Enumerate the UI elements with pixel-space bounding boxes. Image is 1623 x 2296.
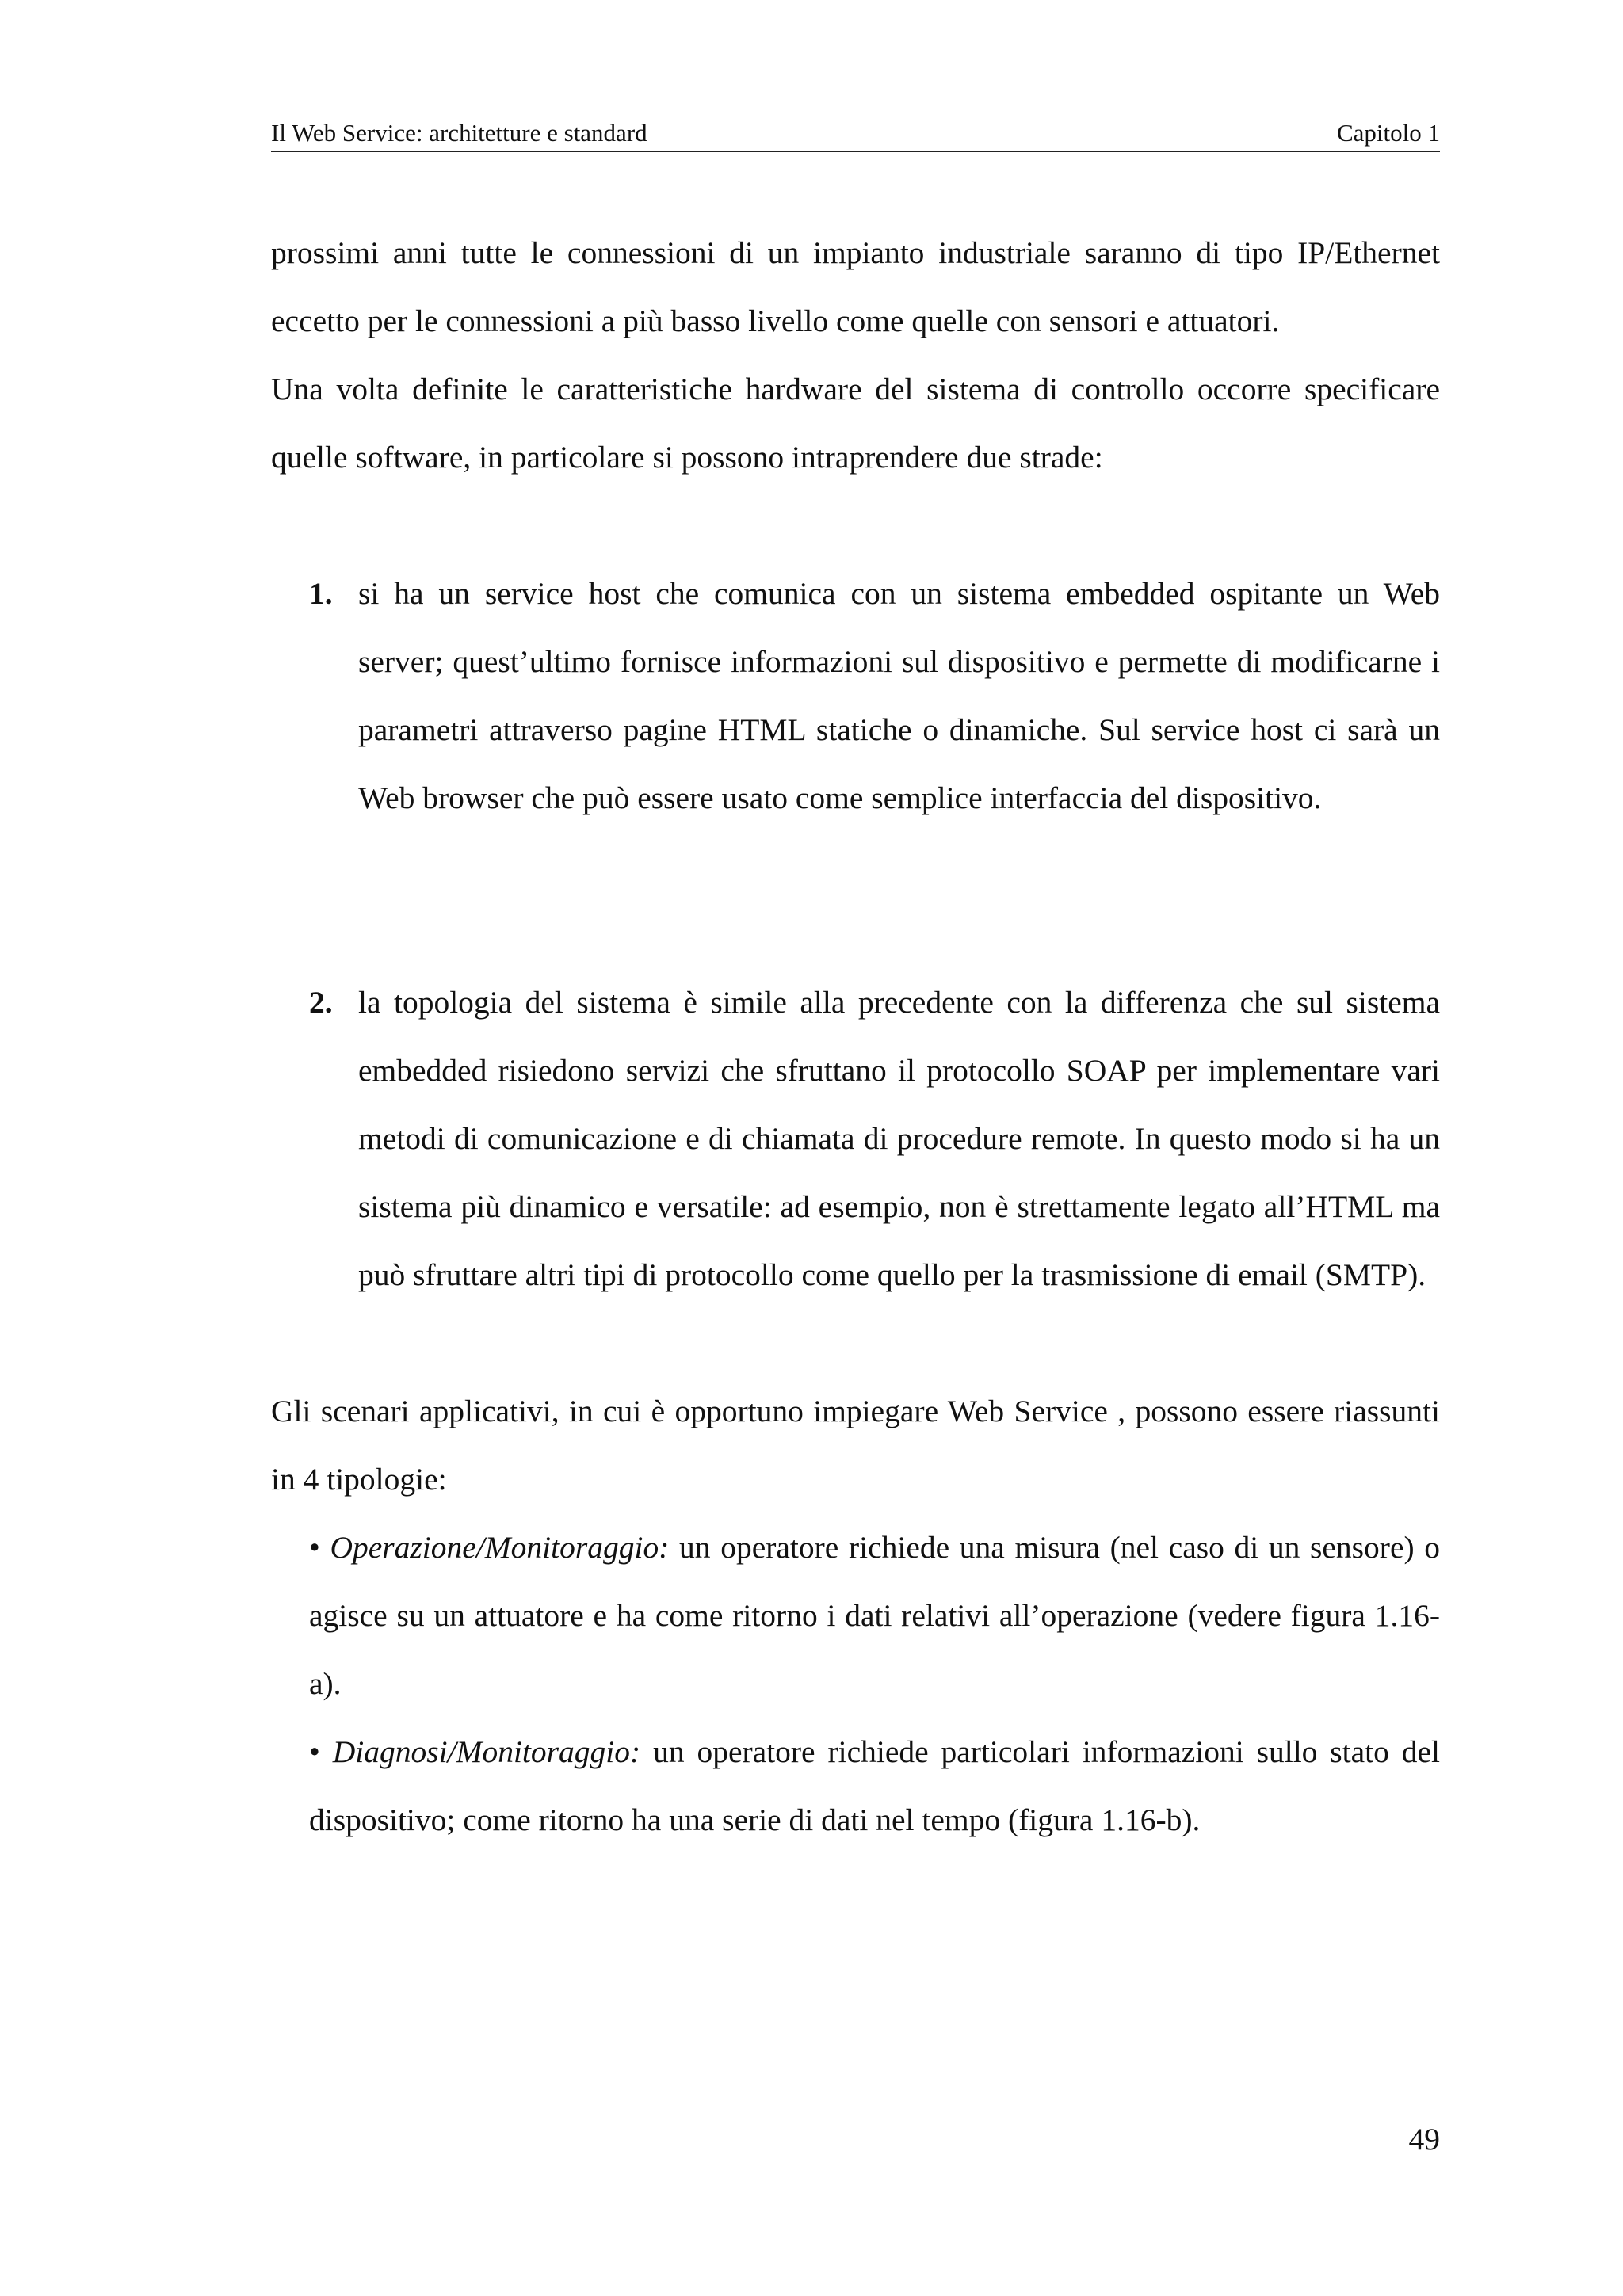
list-item-number: 1. <box>309 576 333 611</box>
bullet-term: Operazione/Monitoraggio: <box>330 1530 670 1565</box>
bullet-text: un operatore richiede una misura (nel caso di un sensore) o agisce su un attuatore e ha come ritorno i dati relativi all’operazione (vedere figura 1.16-a). <box>309 1530 1441 1701</box>
running-header <box>271 116 1440 152</box>
paragraph-scenarios: Gli scenari applicativi, in cui è opportuno impiegare Web Service , possono essere riassunti in 4 tipologie: <box>271 1394 1440 1497</box>
page-number: 49 <box>1408 2122 1440 2157</box>
bullet-marker: • <box>309 1530 320 1565</box>
bullet-term: Diagnosi/Monitoraggio: <box>332 1734 641 1769</box>
bullet-item <box>309 1718 1440 1854</box>
bullet-text: un operatore richiede particolari informazioni sullo stato del dispositivo; come ritorno ha una serie di dati nel tempo (figura 1.16-b). <box>309 1734 1441 1837</box>
bullet-marker: • <box>309 1734 320 1769</box>
paragraph-intro: prossimi anni tutte le connessioni di un impianto industriale saranno di tipo IP/Ethernet eccetto per le connessioni a più basso livello come quelle con sensori e attuatori. <box>271 235 1440 338</box>
list-item-text: la topologia del sistema è simile alla precedente con la differenza che sul sistema embedded risiedono servizi che sfruttano il protocollo SOAP per implementare vari metodi di comunicazione e di chiamata di procedure remote. In questo modo si ha un sistema più dinamico e versatile: ad esempio, non è strettamente legato all’HTML ma può sfruttare altri tipi di protocollo come quello per la trasmissione di email (SMTP). <box>358 985 1440 1292</box>
header-title: Il Web Service: architetture e standard <box>271 119 647 147</box>
list-item-text: si ha un service host che comunica con un sistema embedded ospitante un Web server; quest’ultimo fornisce informazioni sul dispositivo e permette di modificarne i parametri attraverso pagine HTML statiche o dinamiche. Sul service host ci sarà un Web browser che può essere usato come semplice interfaccia del dispositivo. <box>358 576 1440 815</box>
list-item-number: 2. <box>309 985 333 1020</box>
header-chapter: Capitolo 1 <box>1336 119 1440 147</box>
bullet-item <box>309 1513 1440 1718</box>
paragraph-strategies: Una volta definite le caratteristiche hardware del sistema di controllo occorre specificare quelle software, in particolare si possono intraprendere due strade: <box>271 372 1440 475</box>
